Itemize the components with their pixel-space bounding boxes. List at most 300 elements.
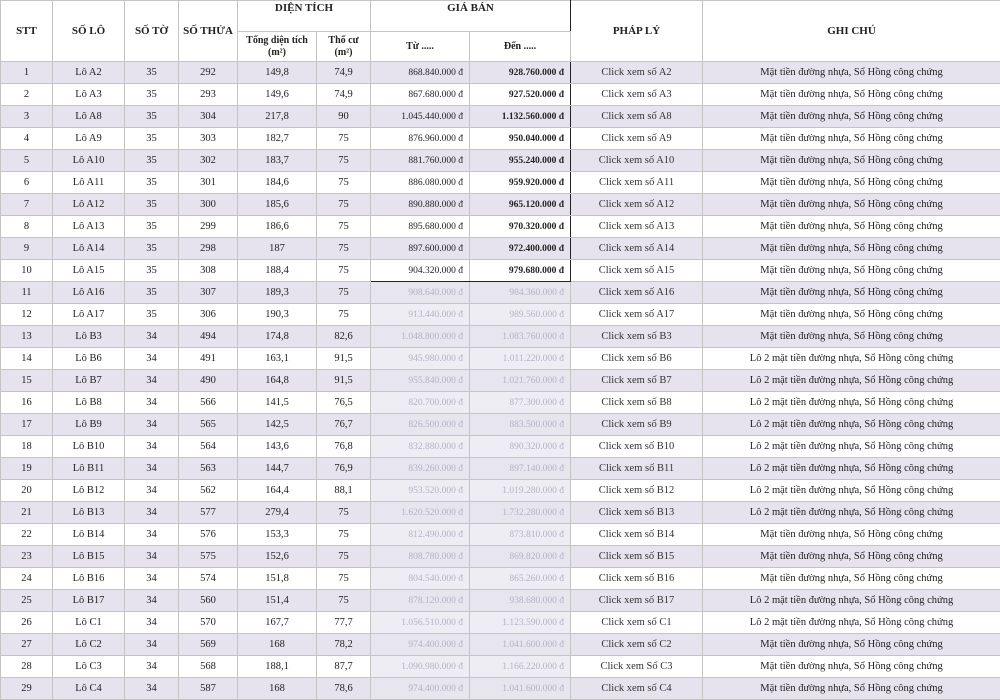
cell-phap-ly[interactable]: Click xem số B9	[571, 414, 703, 436]
header-phap-ly: PHÁP LÝ	[571, 1, 703, 62]
cell-stt: 6	[1, 172, 53, 194]
header-so-lo: SỐ LÔ	[53, 1, 125, 62]
table-row	[1, 106, 1000, 128]
table-row	[1, 150, 1000, 172]
cell-tong-dien-tich: 174,8	[238, 326, 317, 348]
cell-so-thua: 568	[179, 656, 238, 678]
cell-gia-den: 955.240.000 đ	[470, 150, 571, 172]
cell-so-to: 35	[125, 304, 179, 326]
cell-so-to: 34	[125, 480, 179, 502]
cell-stt: 17	[1, 414, 53, 436]
cell-tho-cu: 75	[317, 590, 371, 612]
cell-tong-dien-tich: 149,6	[238, 84, 317, 106]
cell-tong-dien-tich: 183,7	[238, 150, 317, 172]
cell-so-lo: Lô B6	[53, 348, 125, 370]
cell-phap-ly[interactable]: Click xem số C4	[571, 678, 703, 700]
header-gia-ban: GIÁ BÁN	[371, 1, 571, 32]
cell-tho-cu: 78,2	[317, 634, 371, 656]
cell-stt: 25	[1, 590, 53, 612]
cell-gia-den: 1.732.280.000 đ	[470, 502, 571, 524]
cell-so-to: 34	[125, 370, 179, 392]
cell-gia-tu: 1.090.980.000 đ	[371, 656, 470, 678]
cell-tong-dien-tich: 187	[238, 238, 317, 260]
cell-phap-ly[interactable]: Click xem số A8	[571, 106, 703, 128]
cell-gia-den: 897.140.000 đ	[470, 458, 571, 480]
cell-ghi-chu: Mặt tiền đường nhựa, Sổ Hồng công chứng	[703, 106, 1000, 128]
cell-so-to: 35	[125, 128, 179, 150]
cell-so-lo: Lô A16	[53, 282, 125, 304]
cell-so-lo: Lô B10	[53, 436, 125, 458]
cell-so-thua: 307	[179, 282, 238, 304]
table-row	[1, 502, 1000, 524]
cell-stt: 20	[1, 480, 53, 502]
cell-so-to: 35	[125, 238, 179, 260]
cell-so-thua: 565	[179, 414, 238, 436]
table-row	[1, 282, 1000, 304]
cell-so-thua: 587	[179, 678, 238, 700]
cell-phap-ly[interactable]: Click xem số A12	[571, 194, 703, 216]
cell-gia-tu: 1.620.520.000 đ	[371, 502, 470, 524]
cell-tong-dien-tich: 164,8	[238, 370, 317, 392]
header-dien-tich: DIỆN TÍCH	[238, 1, 371, 32]
cell-gia-den: 927.520.000 đ	[470, 84, 571, 106]
cell-ghi-chu: Mặt tiền đường nhựa, Sổ Hồng công chứng	[703, 656, 1000, 678]
cell-so-thua: 575	[179, 546, 238, 568]
cell-tong-dien-tich: 164,4	[238, 480, 317, 502]
cell-so-to: 35	[125, 150, 179, 172]
cell-so-lo: Lô A10	[53, 150, 125, 172]
cell-stt: 22	[1, 524, 53, 546]
cell-gia-den: 873.810.000 đ	[470, 524, 571, 546]
cell-stt: 4	[1, 128, 53, 150]
cell-ghi-chu: Lô 2 mặt tiền đường nhựa, Sổ Hồng công chứng	[703, 370, 1000, 392]
table-row	[1, 656, 1000, 678]
cell-so-to: 34	[125, 546, 179, 568]
cell-gia-den: 869.820.000 đ	[470, 546, 571, 568]
header-ghi-chu: GHI CHÚ	[703, 1, 1000, 62]
cell-ghi-chu: Mặt tiền đường nhựa, Sổ Hồng công chứng	[703, 326, 1000, 348]
header-tong-unit: (m²)	[268, 46, 286, 58]
cell-so-to: 34	[125, 524, 179, 546]
cell-tho-cu: 75	[317, 216, 371, 238]
table-row	[1, 216, 1000, 238]
cell-so-to: 34	[125, 634, 179, 656]
cell-ghi-chu: Mặt tiền đường nhựa, Sổ Hồng công chứng	[703, 678, 1000, 700]
cell-tong-dien-tich: 151,4	[238, 590, 317, 612]
cell-tong-dien-tich: 189,3	[238, 282, 317, 304]
cell-ghi-chu: Lô 2 mặt tiền đường nhựa, Sổ Hồng công chứng	[703, 458, 1000, 480]
cell-so-thua: 569	[179, 634, 238, 656]
cell-ghi-chu: Lô 2 mặt tiền đường nhựa, Sổ Hồng công chứng	[703, 502, 1000, 524]
cell-tong-dien-tich: 168	[238, 678, 317, 700]
table-row	[1, 172, 1000, 194]
header-tho-unit: (m²)	[334, 46, 353, 58]
cell-so-thua: 303	[179, 128, 238, 150]
cell-stt: 5	[1, 150, 53, 172]
cell-tong-dien-tich: 279,4	[238, 502, 317, 524]
cell-tong-dien-tich: 182,7	[238, 128, 317, 150]
cell-so-thua: 491	[179, 348, 238, 370]
cell-so-lo: Lô B11	[53, 458, 125, 480]
cell-so-to: 34	[125, 458, 179, 480]
header-tong-dien-tich	[238, 32, 317, 62]
cell-phap-ly[interactable]: Click xem số B6	[571, 348, 703, 370]
header-so-thua: SỐ THỬA	[179, 1, 238, 62]
cell-gia-tu: 878.120.000 đ	[371, 590, 470, 612]
cell-ghi-chu: Lô 2 mặt tiền đường nhựa, Sổ Hồng công chứng	[703, 414, 1000, 436]
cell-gia-tu: 895.680.000 đ	[371, 216, 470, 238]
cell-phap-ly[interactable]: Click xem số B8	[571, 392, 703, 414]
cell-ghi-chu: Lô 2 mặt tiền đường nhựa, Sổ Hồng công chứng	[703, 348, 1000, 370]
cell-gia-tu: 886.080.000 đ	[371, 172, 470, 194]
cell-stt: 15	[1, 370, 53, 392]
cell-stt: 24	[1, 568, 53, 590]
cell-tho-cu: 91,5	[317, 370, 371, 392]
table-row	[1, 62, 1000, 84]
cell-phap-ly[interactable]: Click xem số A17	[571, 304, 703, 326]
cell-phap-ly[interactable]: Click xem số B11	[571, 458, 703, 480]
cell-tho-cu: 74,9	[317, 84, 371, 106]
cell-so-thua: 490	[179, 370, 238, 392]
cell-ghi-chu: Mặt tiền đường nhựa, Sổ Hồng công chứng	[703, 524, 1000, 546]
cell-phap-ly[interactable]: Click xem số B14	[571, 524, 703, 546]
cell-so-lo: Lô A17	[53, 304, 125, 326]
cell-so-thua: 574	[179, 568, 238, 590]
cell-phap-ly[interactable]: Click xem số B15	[571, 546, 703, 568]
cell-phap-ly[interactable]: Click xem Số C3	[571, 656, 703, 678]
cell-phap-ly[interactable]: Click xem số B16	[571, 568, 703, 590]
cell-gia-den: 1.021.760.000 đ	[470, 370, 571, 392]
cell-phap-ly[interactable]: Click xem số A11	[571, 172, 703, 194]
cell-so-lo: Lô B9	[53, 414, 125, 436]
cell-tho-cu: 75	[317, 502, 371, 524]
cell-phap-ly[interactable]: Click xem số A14	[571, 238, 703, 260]
cell-phap-ly[interactable]: Click xem số A13	[571, 216, 703, 238]
cell-stt: 21	[1, 502, 53, 524]
cell-gia-den: 877.300.000 đ	[470, 392, 571, 414]
cell-tho-cu: 76,7	[317, 414, 371, 436]
cell-gia-tu: 804.540.000 đ	[371, 568, 470, 590]
cell-tho-cu: 75	[317, 150, 371, 172]
cell-phap-ly[interactable]: Click xem số B10	[571, 436, 703, 458]
table-row	[1, 634, 1000, 656]
cell-so-thua: 562	[179, 480, 238, 502]
cell-so-lo: Lô A14	[53, 238, 125, 260]
table-row	[1, 304, 1000, 326]
cell-ghi-chu: Mặt tiền đường nhựa, Sổ Hồng công chứng	[703, 62, 1000, 84]
table-row	[1, 480, 1000, 502]
cell-so-thua: 304	[179, 106, 238, 128]
cell-stt: 23	[1, 546, 53, 568]
table-row	[1, 546, 1000, 568]
cell-tho-cu: 75	[317, 282, 371, 304]
cell-phap-ly[interactable]: Click xem số A9	[571, 128, 703, 150]
cell-ghi-chu: Lô 2 mặt tiền đường nhựa, Sổ Hồng công chứng	[703, 590, 1000, 612]
cell-ghi-chu: Mặt tiền đường nhựa, Sổ Hồng công chứng	[703, 194, 1000, 216]
cell-so-to: 35	[125, 194, 179, 216]
cell-gia-tu: 953.520.000 đ	[371, 480, 470, 502]
cell-gia-tu: 812.490.000 đ	[371, 524, 470, 546]
cell-so-to: 34	[125, 568, 179, 590]
cell-stt: 8	[1, 216, 53, 238]
header-tho-cu	[317, 32, 371, 62]
table-row	[1, 524, 1000, 546]
table-row	[1, 128, 1000, 150]
cell-phap-ly[interactable]: Click xem số A16	[571, 282, 703, 304]
cell-so-to: 35	[125, 260, 179, 282]
cell-tong-dien-tich: 190,3	[238, 304, 317, 326]
header-tong-dien-tich-label: Tổng diện tích	[246, 34, 308, 46]
cell-so-to: 35	[125, 172, 179, 194]
cell-so-thua: 566	[179, 392, 238, 414]
cell-stt: 13	[1, 326, 53, 348]
cell-gia-tu: 881.760.000 đ	[371, 150, 470, 172]
cell-gia-den: 970.320.000 đ	[470, 216, 571, 238]
cell-so-thua: 300	[179, 194, 238, 216]
cell-gia-den: 965.120.000 đ	[470, 194, 571, 216]
cell-gia-den: 984.360.000 đ	[470, 282, 571, 304]
cell-gia-den: 972.400.000 đ	[470, 238, 571, 260]
cell-so-thua: 298	[179, 238, 238, 260]
header-tu: Từ .....	[371, 32, 470, 62]
cell-gia-tu: 1.045.440.000 đ	[371, 106, 470, 128]
cell-gia-tu: 904.320.000 đ	[371, 260, 470, 282]
cell-so-lo: Lô B17	[53, 590, 125, 612]
table-row	[1, 392, 1000, 414]
cell-gia-den: 1.041.600.000 đ	[470, 678, 571, 700]
table-row	[1, 436, 1000, 458]
cell-tong-dien-tich: 149,8	[238, 62, 317, 84]
cell-gia-tu: 955.840.000 đ	[371, 370, 470, 392]
cell-ghi-chu: Mặt tiền đường nhựa, Sổ Hồng công chứng	[703, 238, 1000, 260]
cell-so-lo: Lô C2	[53, 634, 125, 656]
cell-ghi-chu: Mặt tiền đường nhựa, Sổ Hồng công chứng	[703, 304, 1000, 326]
cell-phap-ly[interactable]: Click xem số B12	[571, 480, 703, 502]
cell-gia-den: 883.500.000 đ	[470, 414, 571, 436]
cell-tho-cu: 75	[317, 238, 371, 260]
cell-so-lo: Lô B16	[53, 568, 125, 590]
cell-so-lo: Lô C1	[53, 612, 125, 634]
cell-gia-tu: 1.048.800.000 đ	[371, 326, 470, 348]
cell-tong-dien-tich: 167,7	[238, 612, 317, 634]
cell-tho-cu: 75	[317, 172, 371, 194]
cell-tho-cu: 74,9	[317, 62, 371, 84]
cell-tong-dien-tich: 153,3	[238, 524, 317, 546]
cell-stt: 14	[1, 348, 53, 370]
cell-gia-tu: 808.780.000 đ	[371, 546, 470, 568]
cell-phap-ly[interactable]: Click xem số A15	[571, 260, 703, 282]
cell-tho-cu: 75	[317, 194, 371, 216]
cell-phap-ly[interactable]: Click xem số A3	[571, 84, 703, 106]
cell-so-lo: Lô A15	[53, 260, 125, 282]
cell-so-thua: 301	[179, 172, 238, 194]
cell-so-to: 34	[125, 612, 179, 634]
cell-gia-den: 1.083.760.000 đ	[470, 326, 571, 348]
cell-stt: 3	[1, 106, 53, 128]
cell-ghi-chu: Mặt tiền đường nhựa, Sổ Hồng công chứng	[703, 568, 1000, 590]
cell-gia-tu: 974.400.000 đ	[371, 634, 470, 656]
cell-so-lo: Lô A12	[53, 194, 125, 216]
cell-so-thua: 293	[179, 84, 238, 106]
header-den: Đến .....	[470, 32, 571, 62]
cell-so-to: 34	[125, 656, 179, 678]
cell-gia-tu: 945.980.000 đ	[371, 348, 470, 370]
cell-so-to: 34	[125, 502, 179, 524]
cell-so-to: 35	[125, 282, 179, 304]
cell-stt: 11	[1, 282, 53, 304]
cell-gia-den: 1.011.220.000 đ	[470, 348, 571, 370]
cell-tho-cu: 76,5	[317, 392, 371, 414]
cell-stt: 10	[1, 260, 53, 282]
cell-so-lo: Lô A2	[53, 62, 125, 84]
table-row	[1, 84, 1000, 106]
cell-tho-cu: 75	[317, 304, 371, 326]
cell-so-lo: Lô A3	[53, 84, 125, 106]
cell-stt: 12	[1, 304, 53, 326]
cell-so-to: 35	[125, 84, 179, 106]
cell-so-lo: Lô C4	[53, 678, 125, 700]
cell-ghi-chu: Lô 2 mặt tiền đường nhựa, Sổ Hồng công chứng	[703, 392, 1000, 414]
cell-so-lo: Lô A11	[53, 172, 125, 194]
cell-phap-ly[interactable]: Click xem số B13	[571, 502, 703, 524]
cell-so-to: 34	[125, 678, 179, 700]
cell-stt: 1	[1, 62, 53, 84]
cell-so-thua: 308	[179, 260, 238, 282]
cell-tong-dien-tich: 144,7	[238, 458, 317, 480]
table-header	[1, 1, 1000, 62]
cell-so-lo: Lô A8	[53, 106, 125, 128]
cell-ghi-chu: Mặt tiền đường nhựa, Sổ Hồng công chứng	[703, 216, 1000, 238]
table-row	[1, 678, 1000, 700]
cell-tho-cu: 75	[317, 128, 371, 150]
cell-ghi-chu: Mặt tiền đường nhựa, Sổ Hồng công chứng	[703, 282, 1000, 304]
table-row	[1, 238, 1000, 260]
cell-stt: 27	[1, 634, 53, 656]
cell-tong-dien-tich: 185,6	[238, 194, 317, 216]
cell-so-to: 35	[125, 62, 179, 84]
cell-tong-dien-tich: 142,5	[238, 414, 317, 436]
cell-so-lo: Lô B7	[53, 370, 125, 392]
header-stt: STT	[1, 1, 53, 62]
cell-so-lo: Lô B15	[53, 546, 125, 568]
cell-phap-ly[interactable]: Click xem số C2	[571, 634, 703, 656]
cell-ghi-chu: Mặt tiền đường nhựa, Sổ Hồng công chứng	[703, 634, 1000, 656]
table-row	[1, 414, 1000, 436]
cell-ghi-chu: Mặt tiền đường nhựa, Sổ Hồng công chứng	[703, 172, 1000, 194]
cell-phap-ly[interactable]: Click xem số B7	[571, 370, 703, 392]
table-row	[1, 348, 1000, 370]
header-tho-cu-label: Thổ cư	[328, 34, 359, 46]
cell-tho-cu: 75	[317, 546, 371, 568]
cell-stt: 26	[1, 612, 53, 634]
cell-so-to: 34	[125, 414, 179, 436]
cell-tong-dien-tich: 143,6	[238, 436, 317, 458]
cell-stt: 9	[1, 238, 53, 260]
cell-tong-dien-tich: 184,6	[238, 172, 317, 194]
cell-so-thua: 564	[179, 436, 238, 458]
cell-tong-dien-tich: 163,1	[238, 348, 317, 370]
cell-stt: 18	[1, 436, 53, 458]
cell-so-thua: 306	[179, 304, 238, 326]
cell-gia-tu: 974.400.000 đ	[371, 678, 470, 700]
cell-gia-den: 959.920.000 đ	[470, 172, 571, 194]
cell-tong-dien-tich: 152,6	[238, 546, 317, 568]
cell-ghi-chu: Mặt tiền đường nhựa, Sổ Hồng công chứng	[703, 260, 1000, 282]
table-row	[1, 612, 1000, 634]
cell-tho-cu: 90	[317, 106, 371, 128]
cell-so-lo: Lô B12	[53, 480, 125, 502]
cell-gia-den: 1.166.220.000 đ	[470, 656, 571, 678]
cell-so-thua: 577	[179, 502, 238, 524]
cell-gia-tu: 839.260.000 đ	[371, 458, 470, 480]
cell-tong-dien-tich: 186,6	[238, 216, 317, 238]
cell-so-lo: Lô B3	[53, 326, 125, 348]
cell-gia-tu: 897.600.000 đ	[371, 238, 470, 260]
cell-gia-den: 1.123.590.000 đ	[470, 612, 571, 634]
cell-gia-tu: 867.680.000 đ	[371, 84, 470, 106]
cell-gia-tu: 826.500.000 đ	[371, 414, 470, 436]
cell-ghi-chu: Mặt tiền đường nhựa, Sổ Hồng công chứng	[703, 150, 1000, 172]
cell-gia-tu: 876.960.000 đ	[371, 128, 470, 150]
cell-so-lo: Lô A9	[53, 128, 125, 150]
cell-phap-ly[interactable]: Click xem số B3	[571, 326, 703, 348]
cell-so-lo: Lô B14	[53, 524, 125, 546]
table-body	[1, 62, 1000, 700]
cell-so-lo: Lô C3	[53, 656, 125, 678]
cell-gia-den: 989.560.000 đ	[470, 304, 571, 326]
cell-tho-cu: 78,6	[317, 678, 371, 700]
cell-tho-cu: 82,6	[317, 326, 371, 348]
cell-tho-cu: 76,8	[317, 436, 371, 458]
cell-stt: 28	[1, 656, 53, 678]
cell-gia-tu: 868.840.000 đ	[371, 62, 470, 84]
cell-so-thua: 299	[179, 216, 238, 238]
cell-gia-tu: 1.056.510.000 đ	[371, 612, 470, 634]
cell-stt: 2	[1, 84, 53, 106]
cell-so-lo: Lô B8	[53, 392, 125, 414]
cell-gia-tu: 820.700.000 đ	[371, 392, 470, 414]
cell-gia-den: 928.760.000 đ	[470, 62, 571, 84]
cell-tho-cu: 91,5	[317, 348, 371, 370]
cell-stt: 7	[1, 194, 53, 216]
cell-ghi-chu: Lô 2 mặt tiền đường nhựa, Sổ Hồng công chứng	[703, 612, 1000, 634]
cell-so-thua: 560	[179, 590, 238, 612]
cell-tho-cu: 87,7	[317, 656, 371, 678]
cell-phap-ly[interactable]: Click xem số C1	[571, 612, 703, 634]
cell-gia-den: 938.680.000 đ	[470, 590, 571, 612]
cell-tong-dien-tich: 141,5	[238, 392, 317, 414]
cell-stt: 19	[1, 458, 53, 480]
cell-phap-ly[interactable]: Click xem số A10	[571, 150, 703, 172]
cell-gia-tu: 908.640.000 đ	[371, 282, 470, 304]
cell-phap-ly[interactable]: Click xem số B17	[571, 590, 703, 612]
cell-tho-cu: 88,1	[317, 480, 371, 502]
header-so-to: SỐ TỜ	[125, 1, 179, 62]
cell-stt: 16	[1, 392, 53, 414]
cell-tho-cu: 75	[317, 568, 371, 590]
cell-phap-ly[interactable]: Click xem số A2	[571, 62, 703, 84]
table-row	[1, 260, 1000, 282]
cell-ghi-chu: Lô 2 mặt tiền đường nhựa, Sổ Hồng công chứng	[703, 436, 1000, 458]
table-row	[1, 568, 1000, 590]
cell-gia-den: 1.132.560.000 đ	[470, 106, 571, 128]
cell-so-lo: Lô B13	[53, 502, 125, 524]
cell-ghi-chu: Mặt tiền đường nhựa, Sổ Hồng công chứng	[703, 128, 1000, 150]
cell-ghi-chu: Mặt tiền đường nhựa, Sổ Hồng công chứng	[703, 84, 1000, 106]
cell-tho-cu: 77,7	[317, 612, 371, 634]
cell-gia-den: 950.040.000 đ	[470, 128, 571, 150]
cell-gia-den: 890.320.000 đ	[470, 436, 571, 458]
